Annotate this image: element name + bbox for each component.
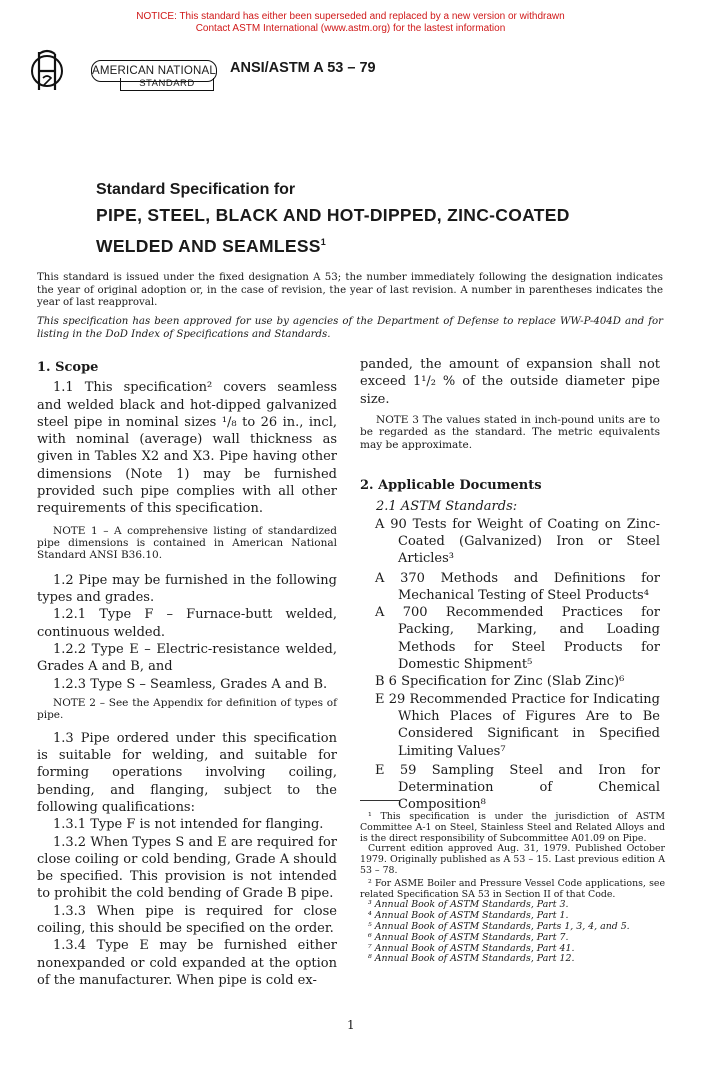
dod-statement: This specification has been approved for use by agencies of the Department of Defense to replace WW-P-404D and for listing in the DoD Index of Specifications and Standards. [37,316,663,340]
ref-a370: A 370 Methods and Definitions for Mechanical Testing of Steel Products⁴ [375,570,660,603]
footnote-5: ⁵ Annual Book of ASTM Standards, Parts 1, 3, 4, and 5. [368,920,630,932]
footnote-1-edition: Current edition approved Aug. 31, 1979. Published October 1979. Originally published as A 53 – 15. Last previous edition A 53 – 78. [360,843,665,876]
scope-heading: 1. Scope [37,360,99,375]
para-1-2-3: 1.2.3 Type S – Seamless, Grades A and B. [53,676,328,692]
subtitle: Standard Specification for [96,181,296,198]
para-1-1: 1.1 This specification² covers seamless and welded black and hot-dipped galvanized steel pipe in nominal sizes ¹/₈ to 26 in., incl, with nominal (average) wall thickness as given in Tables X2 and X3. Pipe having other dimensions (Note 1) may be furnished provided such pipe complies with all other requirements of this specification. [37,380,337,517]
footnote-7: ⁷ Annual Book of ASTM Standards, Part 41. [368,942,575,954]
footnote-8: ⁸ Annual Book of ASTM Standards, Part 12. [368,953,575,965]
note-1: NOTE 1 – A comprehensive listing of standardized pipe dimensions is contained in American National Standard ANSI B36.10. [37,524,337,562]
ansi-badge: AMERICAN NATIONAL [91,60,217,82]
para-1-2: 1.2 Pipe may be furnished in the following types and grades. [37,572,337,606]
astm-standards-label: 2.1 ASTM Standards: [376,499,518,515]
footnote-1: ¹ This specification is under the jurisdiction of ASTM Committee A-1 on Steel, Stainless Steel and Related Alloys and is the direct responsibility of Subcommittee A01.09 on Pipe. [360,811,665,844]
ref-e59: E 59 Sampling Steel and Iron for Determination of Chemical Composition⁸ [375,762,660,813]
designation-statement: This standard is issued under the fixed designation A 53; the number immediately following the designation indicates the year of original adoption or, in the case of revision, the year of last revision. A number in parentheses indicates the year of last reapproval. [37,272,663,309]
ref-b6: B 6 Specification for Zinc (Slab Zinc)⁶ [375,674,625,690]
footnotes [360,812,665,965]
footnote-divider [360,800,400,801]
note-2: NOTE 2 – See the Appendix for definition of types of pipe. [37,696,337,722]
footnote-2: ² For ASME Boiler and Pressure Vessel Code applications, see related Specification SA 53 in Section II of that Code. [360,877,665,900]
astm-logo-icon [30,42,64,100]
footnote-6: ⁶ Annual Book of ASTM Standards, Part 7. [368,931,569,943]
right-column [360,356,660,814]
applicable-documents-heading: 2. Applicable Documents [360,478,542,494]
footnote-4: ⁴ Annual Book of ASTM Standards, Part 1. [368,910,569,922]
ref-e29: E 29 Recommended Practice for Indicating Which Places of Figures Are to Be Considered Significant in Specified Limiting Values⁷ [375,691,660,759]
title-line-2: WELDED AND SEAMLESS$^1$ [96,235,327,256]
title-footnote-mark: 1 [320,237,327,247]
para-1-2-1: 1.2.1 Type F – Furnace-butt welded, continuous welded. [37,607,337,640]
para-1-3-3: 1.3.3 When pipe is required for close coiling, this should be specified on the order. [37,903,337,937]
para-1-3-1: 1.3.1 Type F is not intended for flanging. [53,817,324,833]
footnote-3: ³ Annual Book of ASTM Standards, Part 3. [368,899,569,911]
designation: ANSI/ASTM A 53 – 79 [230,60,376,76]
para-1-3-4: 1.3.4 Type E may be furnished either nonexpanded or cold expanded at the option of the manufacturer. When pipe is cold ex- [37,938,337,988]
standard-badge: STANDARD [120,78,214,91]
ref-a700: A 700 Recommended Practices for Packing, Marking, and Loading Methods for Steel Products for Domestic Shipment⁵ [375,605,660,673]
page-number: 1 [347,1018,355,1032]
para-1-3-4-continued: panded, the amount of expansion shall not exceed 1¹/₂ % of the outside diameter pipe size. [360,357,660,407]
para-1-2-2: 1.2.2 Type E – Electric-resistance welded, Grades A and B, and [37,642,337,675]
left-column [37,359,337,989]
notice-line-2: Contact ASTM International (www.astm.org) for the lastest information [195,23,506,34]
ref-a90: A 90 Tests for Weight of Coating on Zinc-Coated (Galvanized) Iron or Steel Articles³ [375,516,660,567]
notice-line-1: NOTICE: This standard has either been superseded and replaced by a new version or withdrawn [136,11,565,22]
para-1-3: 1.3 Pipe ordered under this specification is suitable for welding, and suitable for forming operations involving coiling, bending, and flanging, subject to the following qualifications: [37,730,337,815]
title-line-1: PIPE, STEEL, BLACK AND HOT-DIPPED, ZINC-COATED [96,205,570,225]
note-3: NOTE 3 The values stated in inch-pound units are to be regarded as the standard. The metric equivalents may be approximate. [360,413,660,451]
para-1-3-2: 1.3.2 When Types S and E are required for close coiling or cold bending, Grade A should be specified. This provision is not intended to prohibit the cold bending of Grade B pipe. [37,834,337,902]
